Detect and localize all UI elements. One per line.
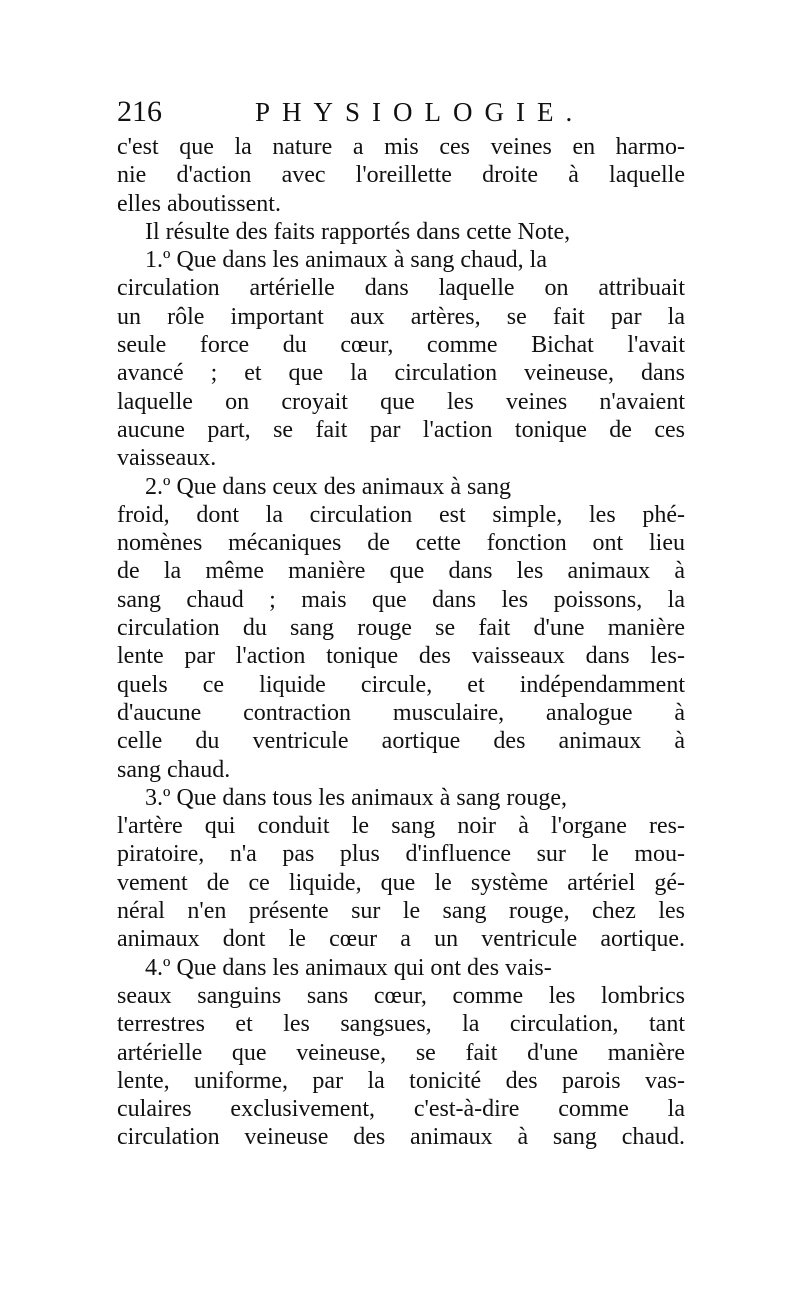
- running-title: PHYSIOLOGIE.: [255, 97, 585, 127]
- text-line: c'est que la nature a mis ces veines en harmo-: [117, 134, 685, 160]
- text-line: lente, uniforme, par la tonicité des parois vas-: [117, 1067, 685, 1094]
- text-line: terrestres et les sangsues, la circulation, tant: [117, 1011, 685, 1038]
- text-line: 2.º Que dans ceux des animaux à sang: [145, 473, 511, 500]
- text-line: un rôle important aux artères, se fait par la: [117, 303, 685, 330]
- text-line: circulation veineuse des animaux à sang chaud.: [117, 1124, 685, 1151]
- text-line: elles aboutissent.: [117, 190, 281, 217]
- page-header: [117, 92, 687, 132]
- text-line: quels ce liquide circule, et indépendamment: [117, 671, 685, 698]
- text-line: sang chaud ; mais que dans les poissons, la: [117, 586, 685, 613]
- text-line: froid, dont la circulation est simple, les phé-: [117, 501, 685, 528]
- text-line: circulation artérielle dans laquelle on attribuait: [117, 275, 685, 302]
- text-line: circulation du sang rouge se fait d'une manière: [117, 615, 685, 642]
- text-line: de la même manière que dans les animaux à: [117, 558, 685, 585]
- text-line: d'aucune contraction musculaire, analogue à: [117, 699, 685, 726]
- text-line: laquelle on croyait que les veines n'avaient: [117, 388, 685, 415]
- text-line: vaisseaux.: [117, 445, 217, 472]
- text-line: Il résulte des faits rapportés dans cette Note,: [145, 218, 571, 245]
- text-line: sang chaud.: [117, 756, 231, 783]
- text-line: 3.º Que dans tous les animaux à sang rouge,: [145, 784, 568, 811]
- text-line: artérielle que veineuse, se fait d'une manière: [117, 1039, 685, 1066]
- text-line: seaux sanguins sans cœur, comme les lombrics: [117, 982, 685, 1009]
- text-line: culaires exclusivement, c'est-à-dire comme la: [117, 1096, 685, 1123]
- text-line: vement de ce liquide, que le système artériel gé-: [117, 869, 685, 896]
- text-line: néral n'en présente sur le sang rouge, chez les: [117, 898, 685, 925]
- page-number: 216: [117, 95, 162, 128]
- text-line: avancé ; et que la circulation veineuse, dans: [117, 360, 685, 387]
- text-line: nomènes mécaniques de cette fonction ont lieu: [117, 530, 685, 557]
- text-line: animaux dont le cœur a un ventricule aortique.: [117, 926, 685, 953]
- text-line: seule force du cœur, comme Bichat l'avait: [117, 332, 685, 359]
- text-line: lente par l'action tonique des vaisseaux dans les-: [117, 643, 685, 670]
- text-line: celle du ventricule aortique des animaux à: [117, 728, 685, 755]
- text-line: 1.º Que dans les animaux à sang chaud, la: [145, 247, 547, 274]
- text-line: l'artère qui conduit le sang noir à l'organe res-: [117, 813, 685, 840]
- text-line: piratoire, n'a pas plus d'influence sur le mou-: [117, 841, 685, 868]
- text-line: nie d'action avec l'oreillette droite à laquelle: [117, 162, 685, 189]
- text-line: aucune part, se fait par l'action tonique de ces: [117, 416, 685, 443]
- text-line: 4.º Que dans les animaux qui ont des vais-: [145, 954, 552, 981]
- body-text: [117, 133, 685, 1152]
